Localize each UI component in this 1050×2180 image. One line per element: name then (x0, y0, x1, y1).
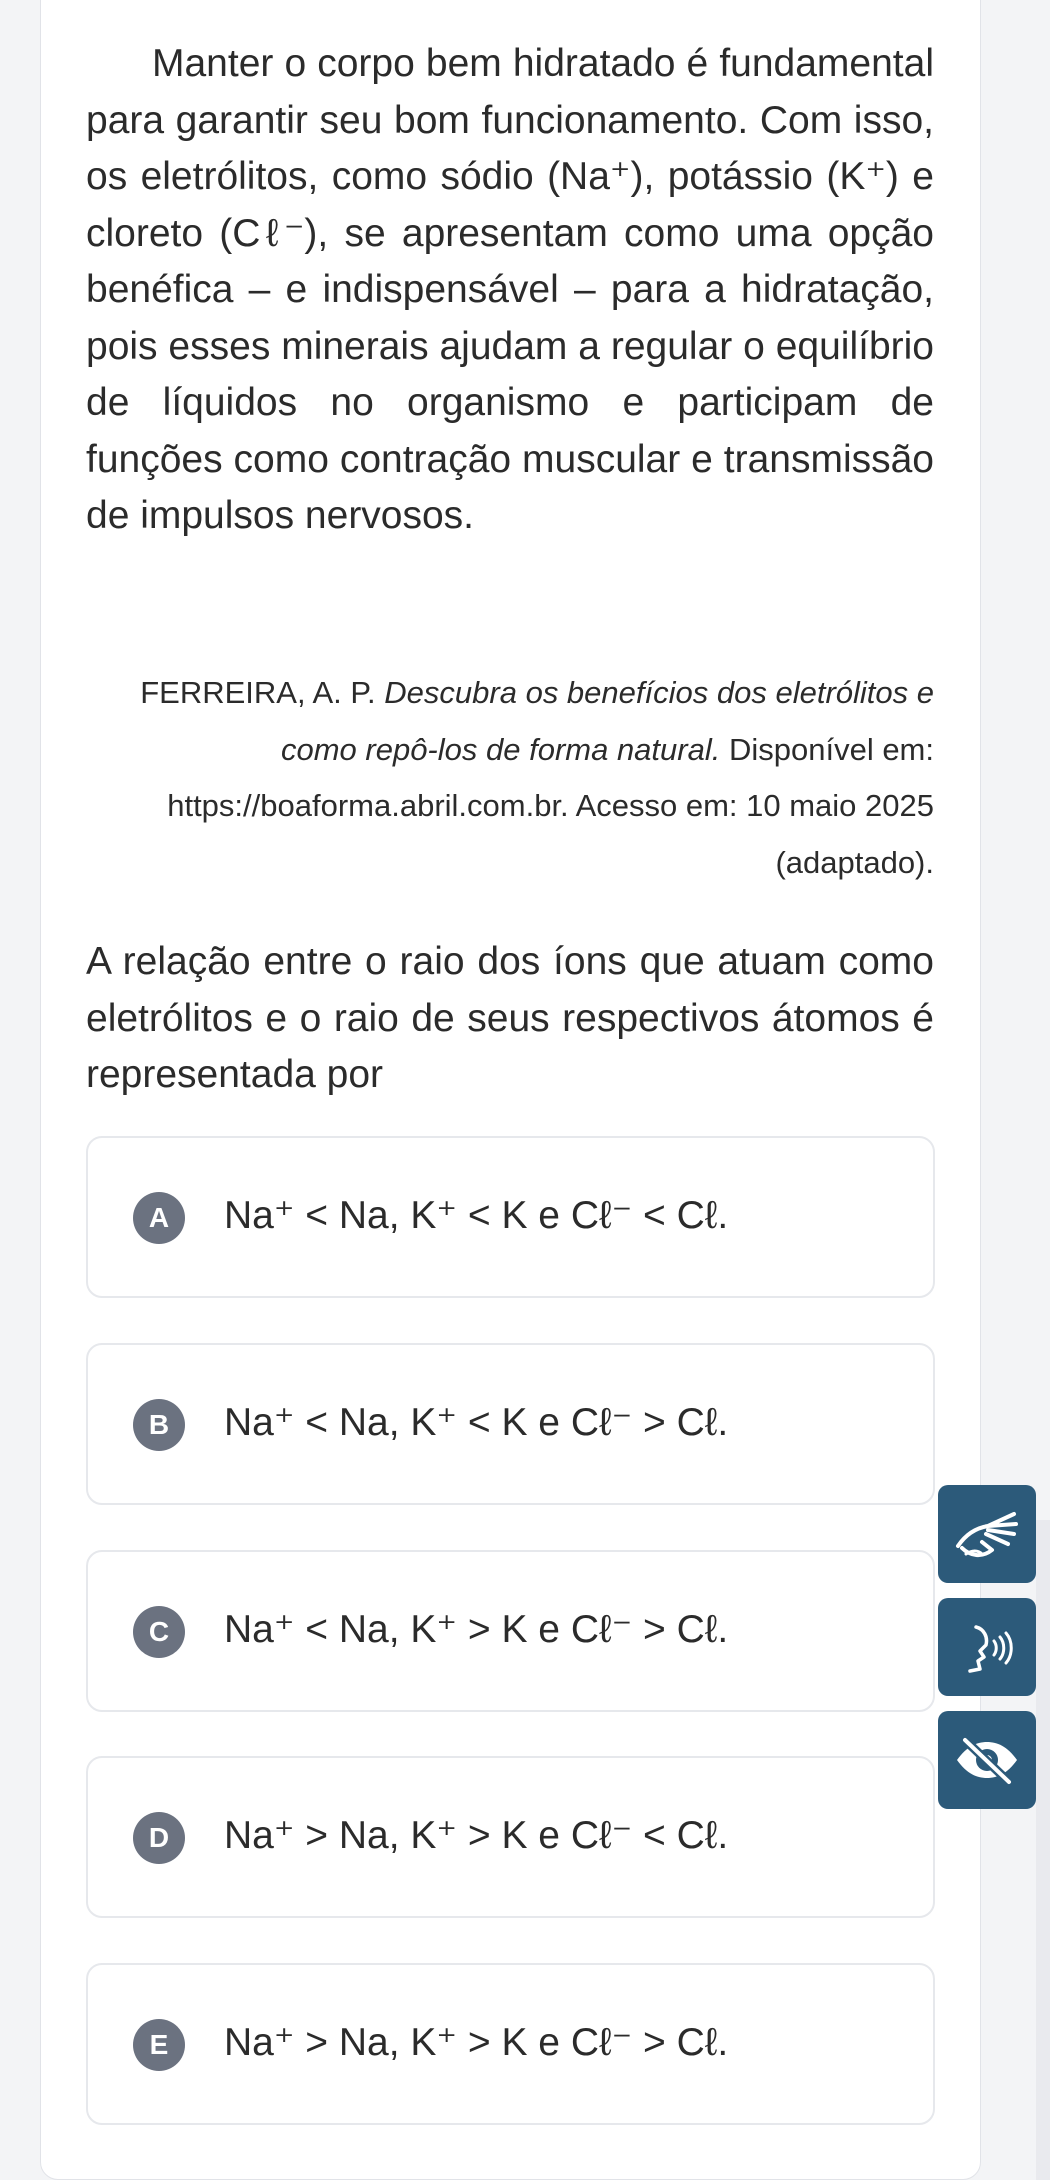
option-b[interactable] (86, 1343, 935, 1505)
sign-language-icon (952, 1504, 1022, 1564)
sign-language-button[interactable] (938, 1485, 1036, 1583)
citation-author: FERREIRA, A. P. (140, 675, 376, 710)
option-text: Na⁺ < Na, K⁺ < K e Cℓ⁻ > Cℓ. (224, 1401, 729, 1444)
option-d[interactable] (86, 1756, 935, 1918)
option-letter-badge: B (133, 1399, 185, 1451)
audio-speaker-icon (952, 1617, 1022, 1677)
option-c[interactable] (86, 1550, 935, 1712)
option-letter-badge: C (133, 1606, 185, 1658)
option-text: Na⁺ < Na, K⁺ > K e Cℓ⁻ > Cℓ. (224, 1608, 729, 1651)
option-e[interactable] (86, 1963, 935, 2125)
option-a[interactable] (86, 1136, 935, 1298)
citation-source: Disponível em: https://boaforma.abril.com.br. Acesso em: 10 maio 2025 (adaptado). (167, 731, 934, 880)
option-letter-badge: E (133, 2019, 185, 2071)
citation-title: Descubra os benefícios dos eletrólitos e como repô-los de forma natural. (280, 675, 934, 767)
eye-slash-icon (951, 1730, 1023, 1790)
visibility-button[interactable] (938, 1711, 1036, 1809)
passage-text: Manter o corpo bem hidratado é fundamental para garantir seu bom funcionamento. Com isso, os eletrólitos, como sódio (Na⁺), potássio (K⁺) e cloreto (Cℓ⁻), se apresentam como uma opção benéfica – e indispensável – para a hidratação, pois esses minerais ajudam a regular o equilíbrio de líquidos no organismo e participam de funções como contração muscular e transmissão de impulsos nervosos. (86, 42, 934, 537)
scrollbar-track[interactable] (1036, 1520, 1050, 2180)
option-text: Na⁺ < Na, K⁺ < K e Cℓ⁻ < Cℓ. (224, 1194, 729, 1237)
option-letter-badge: A (133, 1192, 185, 1244)
citation (86, 665, 934, 891)
question-text: A relação entre o raio dos íons que atuam como eletrólitos e o raio de seus respectivos átomos é representada por (86, 940, 934, 1096)
audio-button[interactable] (938, 1598, 1036, 1696)
option-letter-badge: D (133, 1812, 185, 1864)
option-text: Na⁺ > Na, K⁺ > K e Cℓ⁻ < Cℓ. (224, 1814, 729, 1857)
option-text: Na⁺ > Na, K⁺ > K e Cℓ⁻ > Cℓ. (224, 2021, 729, 2064)
